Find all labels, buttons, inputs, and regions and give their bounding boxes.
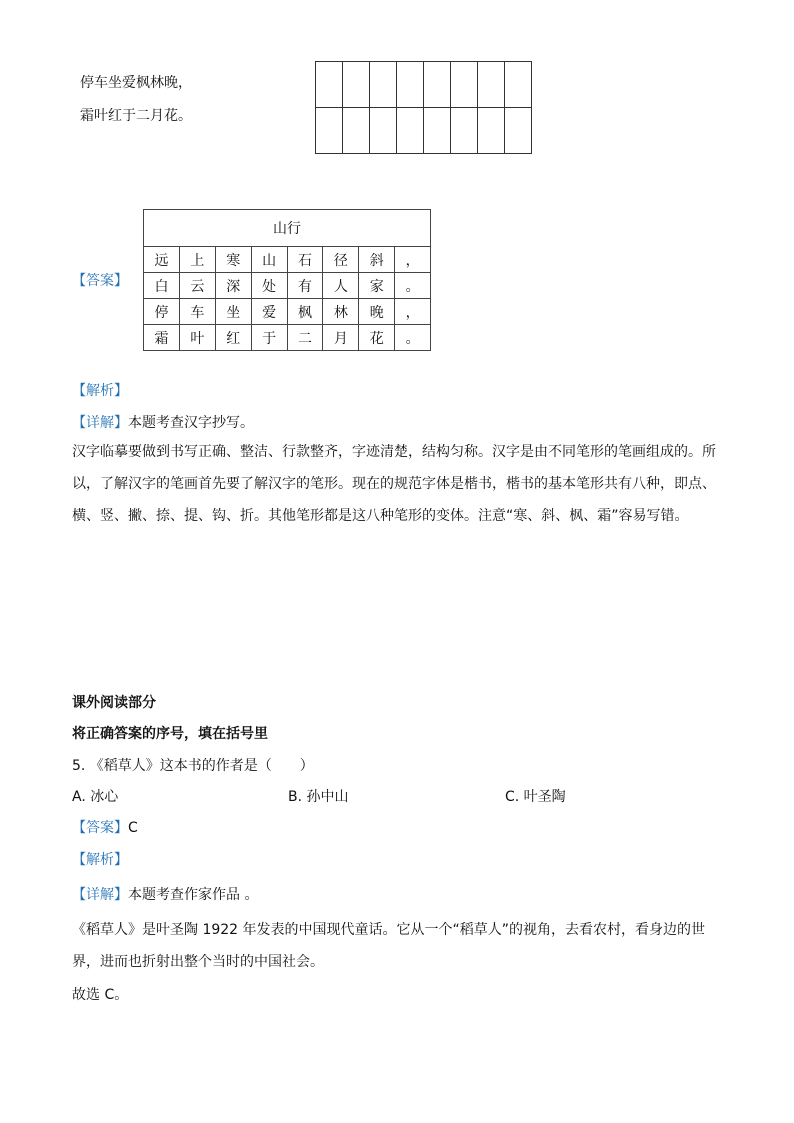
- detail-label: 【详解】: [72, 415, 128, 431]
- table-row: [144, 247, 431, 273]
- writing-grid-row: [316, 62, 532, 108]
- table-cell: 深: [215, 273, 251, 299]
- table-row: [144, 273, 431, 299]
- table-cell: 。: [395, 325, 431, 351]
- detail-line: [72, 412, 254, 432]
- detail-2-label: 【详解】: [72, 887, 128, 903]
- table-cell: 云: [179, 273, 215, 299]
- section-instruction: 将正确答案的序号，填在括号里: [72, 726, 268, 742]
- table-cell: 停: [144, 299, 180, 325]
- answer-label: 【答案】: [72, 273, 128, 289]
- table-cell: 有: [287, 273, 323, 299]
- table-cell: 爱: [251, 299, 287, 325]
- table-cell: 处: [251, 273, 287, 299]
- table-cell: 霜: [144, 325, 180, 351]
- table-cell: ，: [395, 247, 431, 273]
- detail-text: 本题考查汉字抄写。: [128, 415, 254, 431]
- detail-2-text: 本题考查作家作品 。: [128, 887, 259, 903]
- detail-2-line: [72, 884, 258, 904]
- answer-2-value: C: [128, 820, 138, 836]
- table-cell: 家: [359, 273, 395, 299]
- table-cell: 坐: [215, 299, 251, 325]
- answer-2-line: [72, 817, 138, 837]
- answer-table: [143, 209, 431, 351]
- table-cell: 上: [179, 247, 215, 273]
- section-title: 课外阅读部分: [72, 695, 156, 711]
- table-cell: 晚: [359, 299, 395, 325]
- table-cell: ，: [395, 299, 431, 325]
- writing-grid-row: [316, 108, 532, 154]
- table-cell: 山: [251, 247, 287, 273]
- table-cell: 人: [323, 273, 359, 299]
- poem-line-2: 霜叶红于二月花。: [80, 108, 192, 124]
- poem-line-1: 停车坐爱枫林晚，: [80, 75, 192, 91]
- table-cell: 叶: [179, 325, 215, 351]
- table-cell: 斜: [359, 247, 395, 273]
- writing-grid: [315, 61, 532, 154]
- table-row: [144, 325, 431, 351]
- option-b: B. 孙中山: [288, 789, 349, 805]
- table-cell: 径: [323, 247, 359, 273]
- question-text: 5. 《稻草人》这本书的作者是（ ）: [72, 758, 314, 774]
- analysis-label: 【解析】: [72, 383, 128, 399]
- table-cell: 于: [251, 325, 287, 351]
- table-cell: 石: [287, 247, 323, 273]
- table-cell: 。: [395, 273, 431, 299]
- option-c: C. 叶圣陶: [505, 789, 566, 805]
- table-cell: 寒: [215, 247, 251, 273]
- explanation-2-paragraph: 《稻草人》是叶圣陶 1922 年发表的中国现代童话。它从一个“稻草人”的视角，去看农村，看身边的世界，进而也折射出整个当时的中国社会。: [72, 922, 706, 970]
- explanation-paragraph: 汉字临摹要做到书写正确、整洁、行款整齐，字迹清楚，结构匀称。汉字是由不同笔形的笔画组成的。所以，了解汉字的笔画首先要了解汉字的笔形。现在的规范字体是楷书，楷书的基本笔形共有八种，即点、横、竖、撇、捺、提、钩、折。其他笔形都是这八种笔形的变体。注意“寒、斜、枫、霜”容易写错。: [72, 444, 716, 524]
- table-cell: 远: [144, 247, 180, 273]
- conclusion-text: 故选 C。: [72, 987, 129, 1003]
- table-cell: 月: [323, 325, 359, 351]
- table-cell: 二: [287, 325, 323, 351]
- option-a: A. 冰心: [72, 789, 119, 805]
- table-cell: 花: [359, 325, 395, 351]
- table-cell: 林: [323, 299, 359, 325]
- table-cell: 白: [144, 273, 180, 299]
- analysis-2-label: 【解析】: [72, 852, 128, 868]
- table-row: [144, 299, 431, 325]
- answer-2-label: 【答案】: [72, 820, 128, 836]
- table-cell: 车: [179, 299, 215, 325]
- table-cell: 红: [215, 325, 251, 351]
- answer-table-title: 山行: [144, 210, 431, 247]
- table-cell: 枫: [287, 299, 323, 325]
